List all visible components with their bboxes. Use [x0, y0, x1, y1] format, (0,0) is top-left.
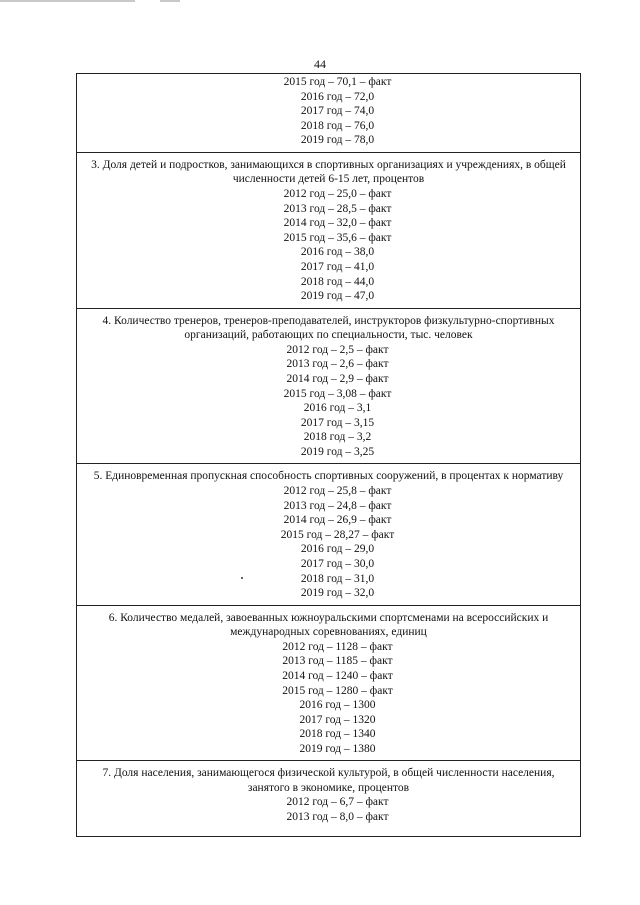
page-number: 44 [314, 57, 326, 71]
indicator-value-line: 2018 год – 31,0 [300, 572, 375, 585]
indicator-value-line: 2015 год – 3,08 – факт [283, 387, 392, 400]
indicator-value-line: 2016 год – 29,0 [300, 543, 375, 556]
indicator-value-line: 2012 год – 6,7 – факт [286, 796, 389, 809]
scan-edge-line [0, 0, 135, 2]
indicator-value-line: 2014 год – 26,9 – факт [283, 514, 392, 527]
indicator-value-line: 2019 год – 32,0 [300, 587, 375, 600]
indicator-value-line: 2017 год – 41,0 [300, 260, 375, 273]
indicator-heading: 3. Доля детей и подростков, занимающихся в спортивных организациях и учреждениях, в общей численности детей 6-15 лет, процентов [91, 158, 566, 186]
indicator-heading: 7. Доля населения, занимающегося физической культурой, в общей численности населения, занятого в экономике, процентов [102, 767, 555, 794]
indicator-section-continued [77, 74, 580, 152]
indicator-value-line: 2014 год – 1240 – факт [282, 669, 393, 682]
scan-edge-line [160, 0, 180, 2]
indicator-value-line: 2018 год – 3,2 [303, 431, 372, 444]
indicator-section-3 [77, 152, 580, 308]
indicator-value-line: 2019 год – 78,0 [300, 134, 375, 147]
indicator-value-line: 2018 год – 44,0 [300, 275, 375, 288]
indicator-value-line: 2018 год – 76,0 [300, 119, 375, 132]
indicator-value-line: 2016 год – 72,0 [300, 90, 375, 103]
indicator-section-4 [77, 308, 580, 464]
indicator-value-line: 2016 год – 38,0 [300, 246, 375, 259]
indicator-value-line: 2015 год – 70,1 – факт [283, 76, 392, 88]
indicator-value-line: 2016 год – 1300 [299, 699, 376, 712]
indicator-value-line: 2013 год – 24,8 – факт [283, 499, 392, 512]
indicator-value-line: 2018 год – 1340 [299, 728, 376, 741]
indicator-value-line: 2012 год – 25,0 – факт [283, 187, 392, 200]
indicator-value-line: 2015 год – 35,6 – факт [283, 231, 392, 244]
indicator-value-line: 2015 год – 28,27 – факт [280, 528, 395, 541]
indicator-value-line: 2017 год – 3,15 [300, 416, 375, 429]
scan-speck [241, 577, 243, 579]
indicator-value-line: 2017 год – 1320 [299, 713, 376, 726]
indicator-value-line: 2019 год – 47,0 [300, 290, 375, 303]
indicator-value-line: 2014 год – 32,0 – факт [283, 217, 392, 230]
indicator-value-line: 2012 год – 25,8 – факт [283, 484, 392, 497]
indicator-value-line: 2019 год – 3,25 [300, 445, 375, 458]
indicator-value-line: 2013 год – 1185 – факт [282, 655, 393, 668]
indicator-heading: 5. Единовременная пропускная способность спортивных сооружений, в процентах к нормативу [93, 470, 564, 483]
indicator-section-6 [77, 605, 580, 761]
indicator-section-7 [77, 760, 580, 828]
indicator-section-5 [77, 463, 580, 604]
indicator-value-line: 2017 год – 30,0 [300, 557, 375, 570]
indicator-heading: 6. Количество медалей, завоеванных южноуральскими спортсменами на всероссийских и международных соревнованиях, единиц [108, 611, 549, 639]
indicator-value-line: 2012 год – 1128 – факт [282, 640, 393, 653]
indicator-value-line: 2019 год – 1380 [299, 742, 376, 755]
indicators-table [76, 73, 581, 837]
indicator-value-line: 2016 год – 3,1 [303, 402, 372, 415]
indicator-value-line: 2013 год – 2,6 – факт [286, 358, 389, 371]
indicator-heading: 4. Количество тренеров, тренеров-преподавателей, инструкторов физкультурно-спортивных организаций, работающих по специальности, тыс. человек [102, 314, 555, 342]
indicator-value-line: 2013 год – 8,0 – факт [286, 811, 389, 824]
indicator-value-line: 2014 год – 2,9 – факт [286, 372, 389, 385]
indicator-value-line: 2012 год – 2,5 – факт [286, 343, 389, 356]
indicator-value-line: 2015 год – 1280 – факт [282, 684, 393, 697]
indicator-value-line: 2013 год – 28,5 – факт [283, 202, 392, 215]
indicator-value-line: 2017 год – 74,0 [300, 105, 375, 118]
